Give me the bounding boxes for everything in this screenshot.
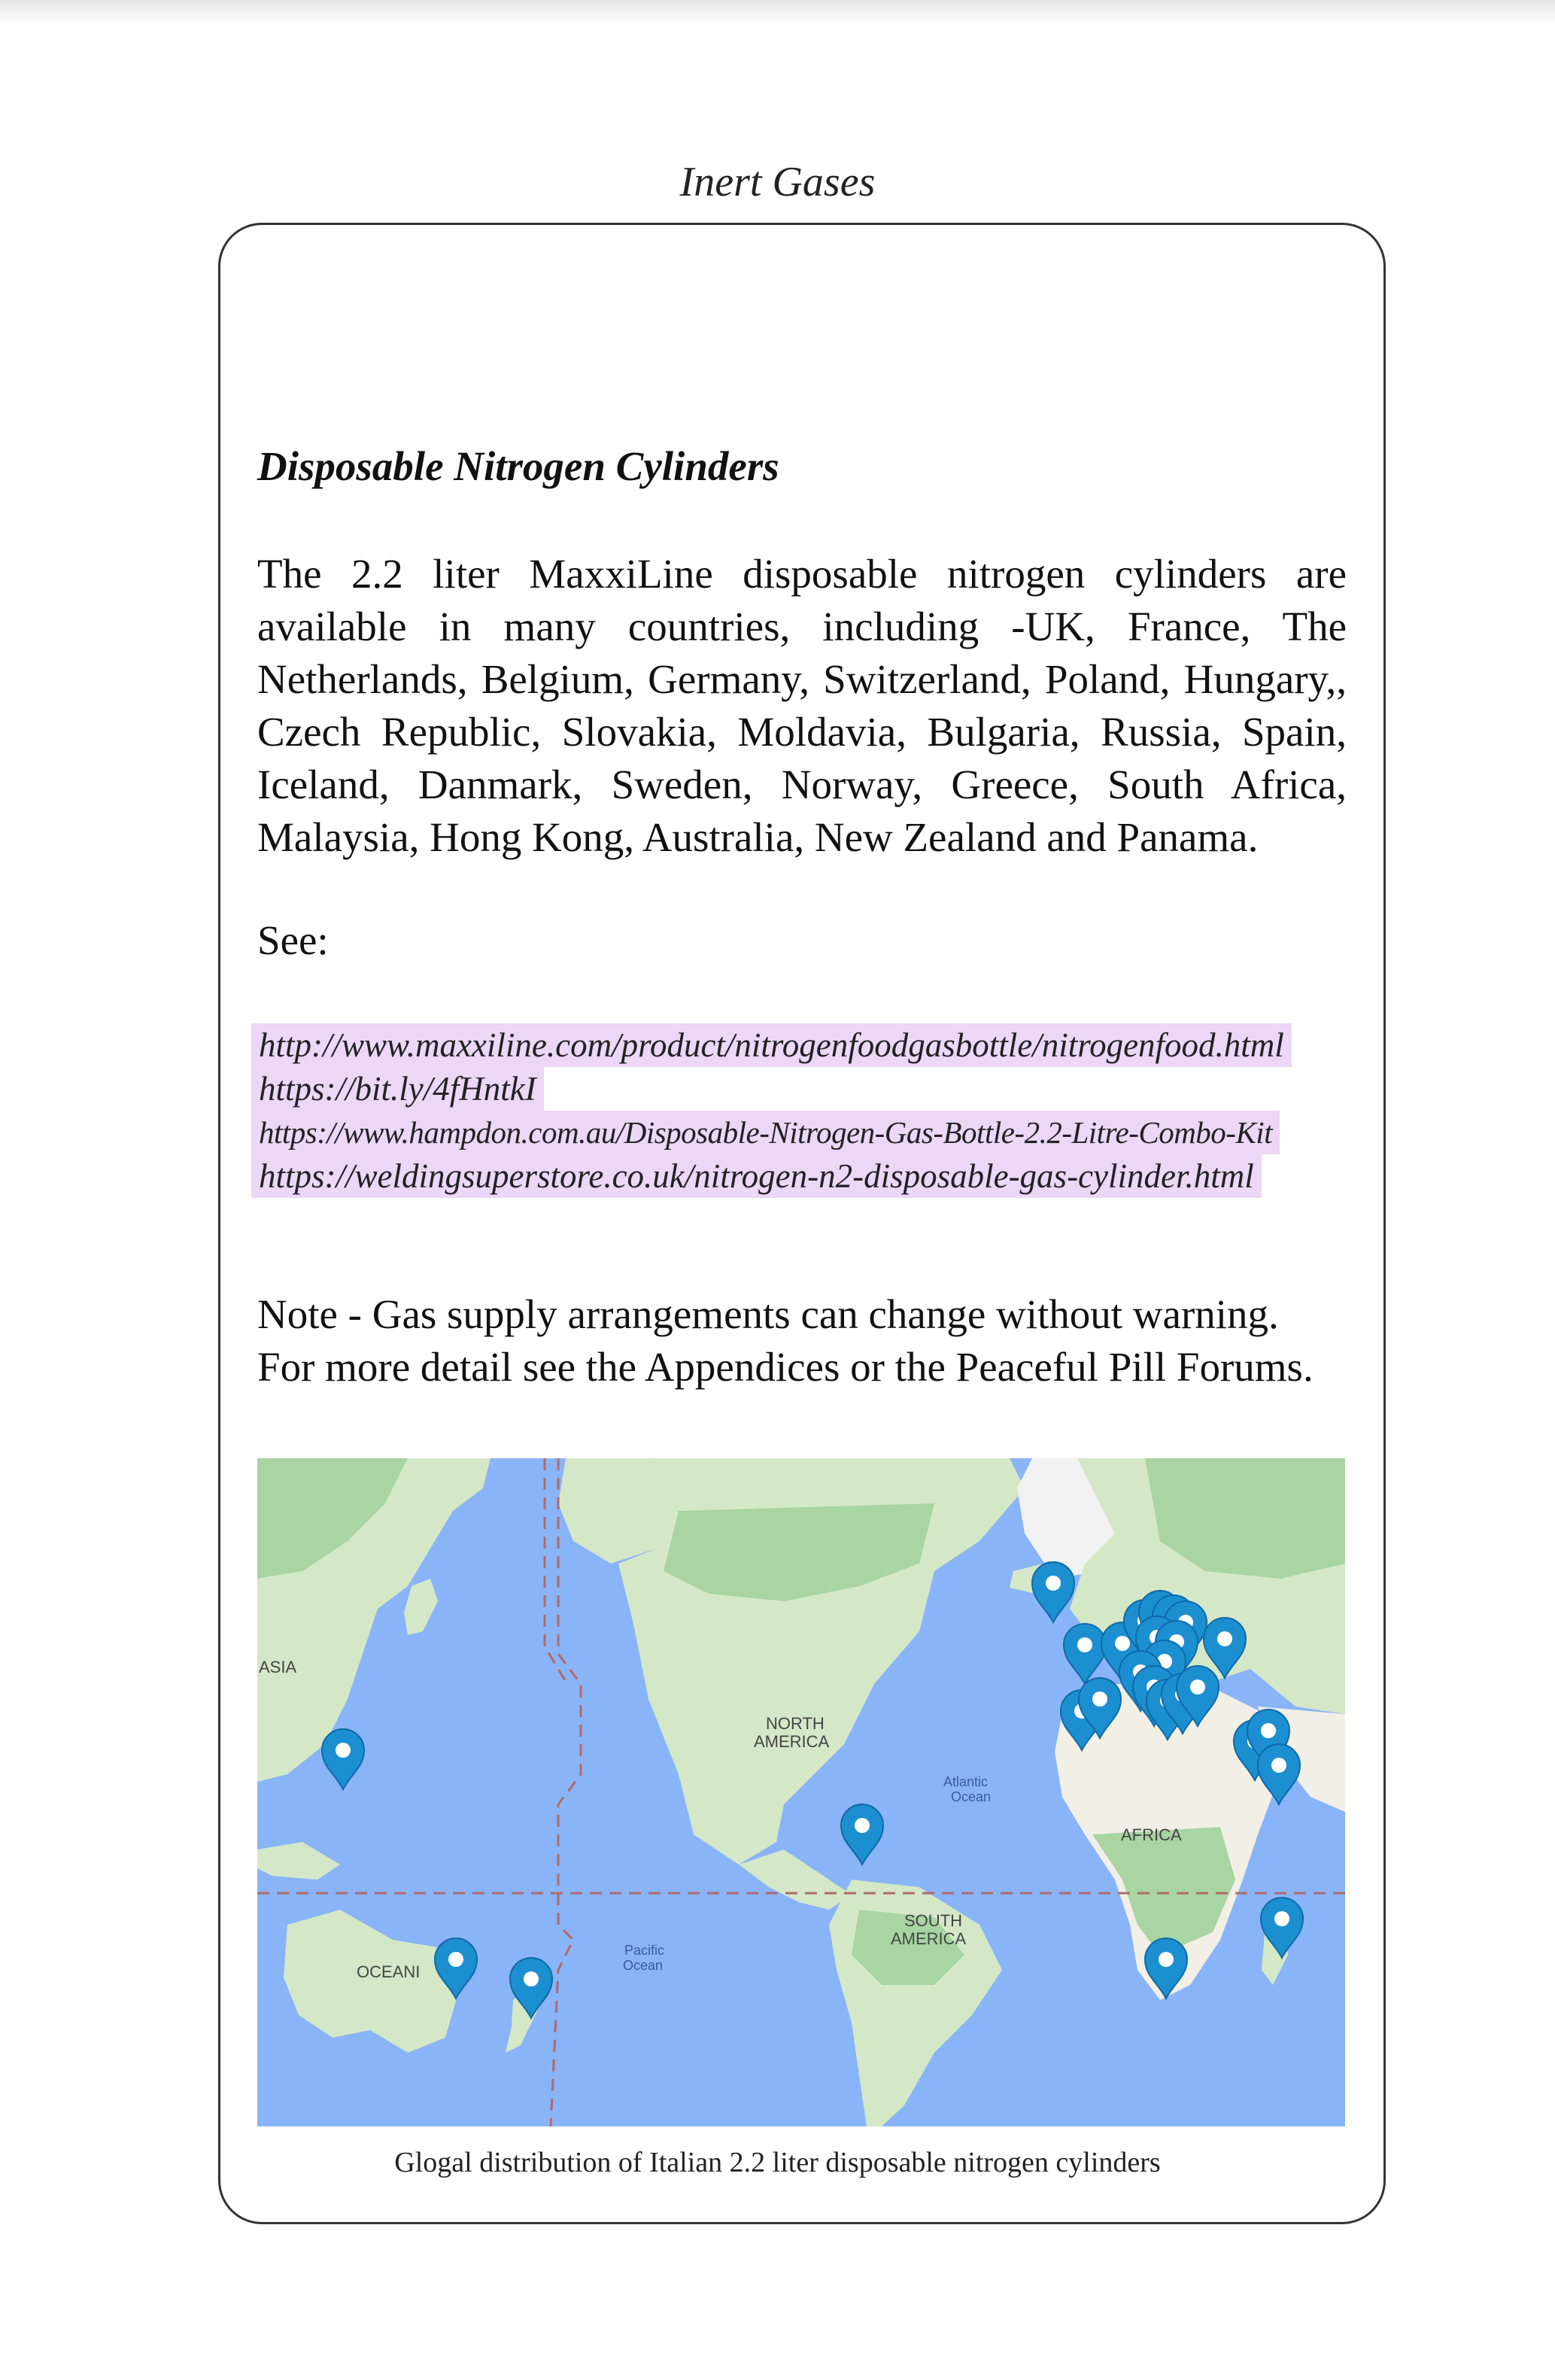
note-line-1: Note - Gas supply arrangements can change without warning. [257,1291,1279,1337]
label-south-america-2: AMERICA [891,1929,967,1948]
link-bitly[interactable]: https://bit.ly/4fHntkI [251,1067,544,1111]
figure-caption: Glogal distribution of Italian 2.2 liter disposable nitrogen cylinders [394,2147,1161,2178]
label-south-america-1: SOUTH [904,1911,962,1930]
distribution-map [257,1458,1345,2126]
body-paragraph: The 2.2 liter MaxxiLine disposable nitrogen cylinders are available in many countries, including -UK, France, The Netherlands, Belgium, Germany, Switzerland, Poland, Hungary,, Czech Republic, Slovakia, Moldavia, Bulgaria, Russia, Spain, Iceland, Danmark, Sweden, Norway, Greece, South Africa, Malaysia, Hong Kong, Australia, New Zealand and Panama. [257,551,1347,860]
section-title: Disposable Nitrogen Cylinders [257,443,779,489]
label-pacific-2: Ocean [623,1958,664,1973]
label-asia: ASIA [259,1658,297,1676]
running-head: Inert Gases [679,159,876,205]
label-north-america-2: AMERICA [754,1732,830,1751]
link-weldingsuperstore[interactable]: https://weldingsuperstore.co.uk/nitrogen-n2-disposable-gas-cylinder.html [251,1154,1262,1198]
label-africa: AFRICA [1121,1825,1182,1844]
world-map-svg [257,1458,1345,2126]
see-label: See: [257,917,329,963]
label-north-america-1: NORTH [766,1714,825,1733]
label-atlantic-2: Ocean [951,1789,992,1804]
link-hampdon[interactable]: https://www.hampdon.com.au/Disposable-Nitrogen-Gas-Bottle-2.2-Litre-Combo-Kit [251,1111,1280,1154]
label-oceania: OCEANI [357,1962,421,1981]
note-line-2: For more detail see the Appendices or the Peaceful Pill Forums. [257,1344,1314,1390]
label-atlantic-1: Atlantic [943,1774,989,1789]
link-list [251,1023,1356,1198]
note-paragraph [257,1288,1347,1394]
link-maxxiline[interactable]: http://www.maxxiline.com/product/nitrogenfoodgasbottle/nitrogenfood.html [251,1023,1292,1067]
label-pacific-1: Pacific [624,1943,665,1958]
viewer-top-shadow [0,0,1555,27]
